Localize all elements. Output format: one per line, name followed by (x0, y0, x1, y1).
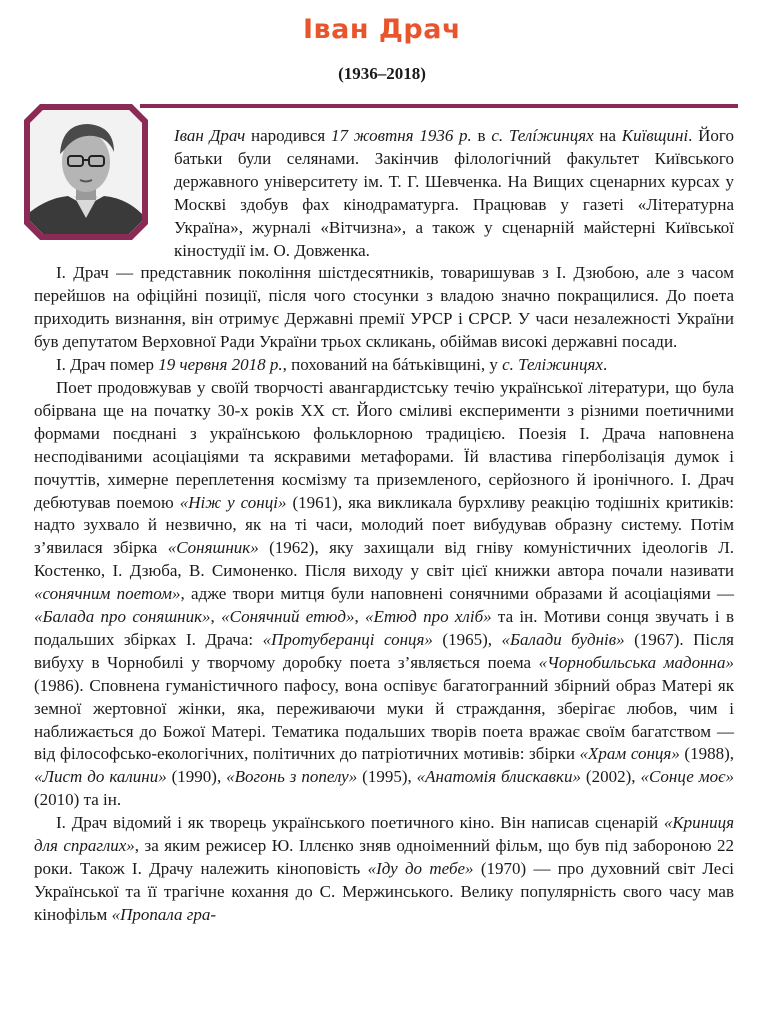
article-body (34, 125, 734, 927)
paragraph-creativity: Поет продовжував у своїй творчості авангардистську течію української літератури, що була обірвана ще на початку 30-х років ХХ ст. Його сміливі експерименти з різними поетичними формами поєднані з українською фольклорною традицією. Поезія І. Драча наповнена несподіваними асоціаціями та яскравими метафорами. Їй властива гіперболізація думок і почуттів, химерне переплетення космізму та приземленого, серйозного й іронічного. І. Драч дебютував поемою «Ніж у сонці» (1961), яка викликала бурхливу реакцію тодішніх критиків: надто зухвало й незвично, як на ті часи, молодий поет вибудував образну систему. Потім з’явилася збірка «Соняшник» (1962), яку захищали від гніву комуністичних ідеологів Л. Костенко, І. Дзюба, В. Симоненко. Після виходу у світ цієї книжки автора почали називати «сонячним поетом», адже твори митця були наповнені сонячними образами й асоціаціями — «Балада про соняшник», «Сонячний етюд», «Етюд про хліб» та ін. Мотиви сонця звучать і в подальших збірках І. Драча: «Протуберанці сонця» (1965), «Балади буднів» (1967). Після вибуху в Чорнобилі у творчому доробку поета з’являється поема «Чорнобильська мадонна» (1986). Сповнена гуманістичного пафосу, вона оспівує багатогранний збірний образ Матері як земної жертовної жінки, яка, переживаючи муки й страждання, зберігає любов, чим і наближається до Божої Матері. Тематика подальших творів поета вражає своїм багатством — від філософсько-екологічних, політичних до патріотичних мотивів: збірки «Храм сонця» (1988), «Лист до калини» (1990), «Вогонь з попелу» (1995), «Анатомія блискавки» (2002), «Сонце моє» (2010) та ін. (34, 377, 735, 810)
paragraph-career: І. Драч — представник покоління шістдесятників, товаришував з І. Дзюбою, але з часом перейшов на офіційні позиції, після чого стосунки з владою значно покращилися. До поета приходить визнання, він отримує Державні премії УРСР і СРСР. У часи незалежності України був депутатом Верховної Ради України трьох скликань, обіймав високі державні посади. (34, 263, 734, 352)
paragraph-death: І. Драч помер 19 червня 2018 р., похований на бáтьківщині, у с. Теліжинцях. (56, 355, 608, 375)
page-title: Іван Драч (302, 14, 462, 45)
paragraph-cinema: І. Драч відомий і як творець українського поетичного кіно. Він написав сценарій «Криниця для спраглих», за яким режисер Ю. Іллєнко зняв одноіменний фільм, що був під забороною 22 роки. Також І. Драчу належить кіноповість «Іду до тебе» (1970) — про духовний світ Лесі Української та її трагічне кохання до С. Мержинського. Велику популярність свого часу мав кінофільм «Пропала гра- (34, 813, 735, 924)
title-divider (140, 104, 738, 108)
paragraph-biography: Іван Драч народився 17 жовтня 1936 р. в с. Телíжинцях на Київщині. Його батьки були селянами. Закінчив філологічний факультет Київського державного університету ім. Т. Г. Шевченка. На Вищих сценарних курсах у Москві здобув фах кінодраматурга. Працював у газеті «Літературна Україна», журналі «Вітчизна», а також у сценарній майстерні Київської кіностудії ім. О. Довженка. (174, 126, 734, 260)
life-years: (1936–2018) (338, 64, 426, 83)
